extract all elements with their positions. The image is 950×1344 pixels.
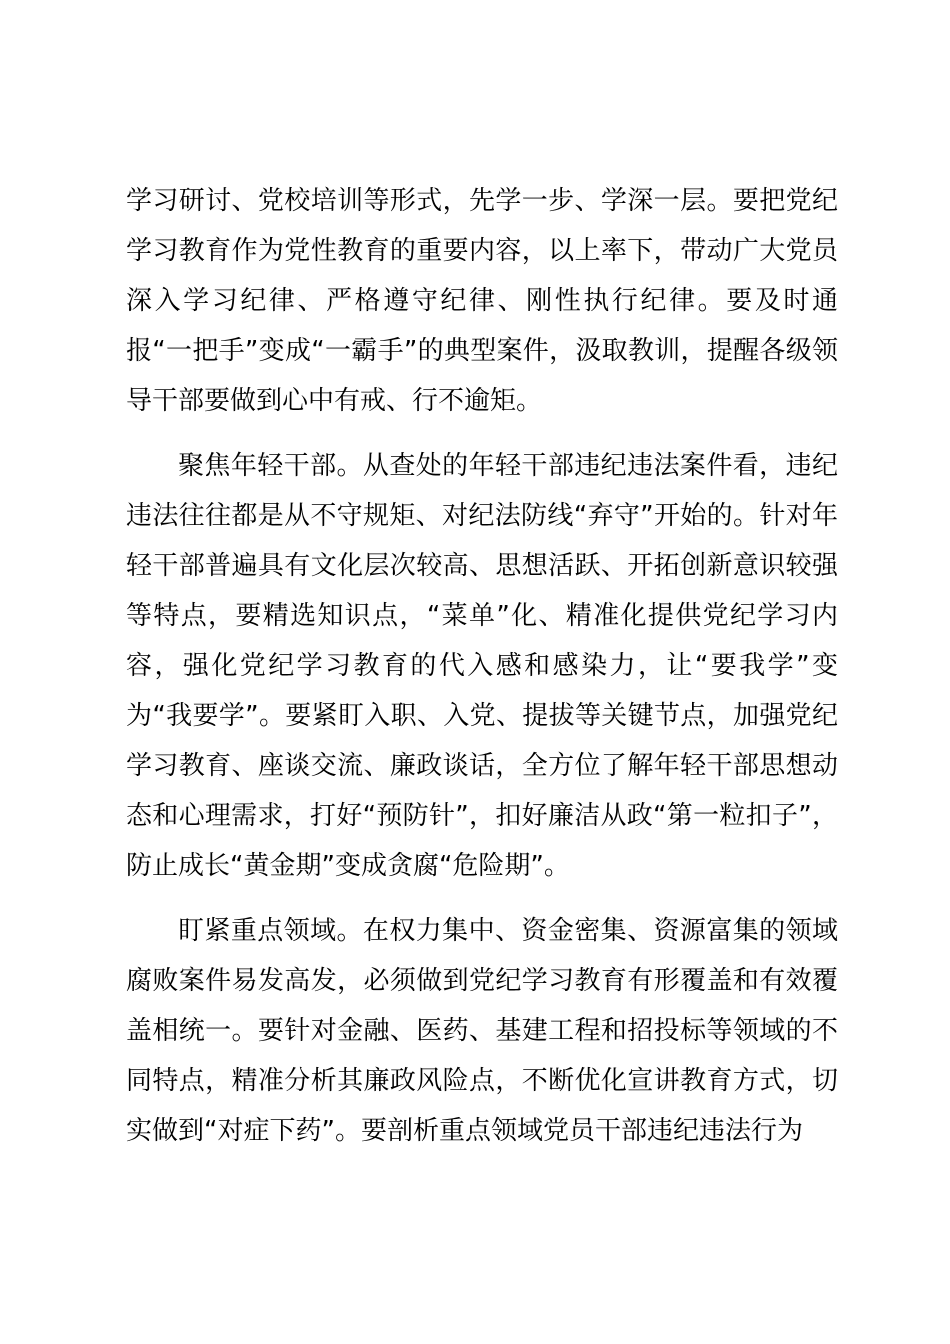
paragraph-gap — [126, 891, 838, 906]
paragraph-3: 盯紧重点领域。在权力集中、资金密集、资源富集的领域腐败案件易发高发，必须做到党纪学习教育有形覆盖和有效覆盖相统一。要针对金融、医药、基建工程和招投标等领域的不同特点，精准分析其廉政风险点，不断优化宣讲教育方式，切实做到“对症下药”。要剖析重点领域党员干部违纪违法行为 — [126, 916, 838, 1146]
paragraph-2: 聚焦年轻干部。从查处的年轻干部违纪违法案件看，违纪违法往往都是从不守规矩、对纪法防线“弃守”开始的。针对年轻干部普遍具有文化层次较高、思想活跃、开拓创新意识较强等特点，要精选知识点，“菜单”化、精准化提供党纪学习内容，强化党纪学习教育的代入感和感染力，让“要我学”变为“我要学”。要紧盯入职、入党、提拔等关键节点，加强党纪学习教育、座谈交流、廉政谈话，全方位了解年轻干部思想动态和心理需求，打好“预防针”，扣好廉洁从政“第一粒扣子”，防止成长“黄金期”变成贪腐“危险期”。 — [126, 451, 838, 881]
paragraph-gap — [126, 426, 838, 441]
document-body — [126, 176, 838, 1156]
paragraph-1: 学习研讨、党校培训等形式，先学一步、学深一层。要把党纪学习教育作为党性教育的重要内容，以上率下，带动广大党员深入学习纪律、严格遵守纪律、刚性执行纪律。要及时通报“一把手”变成“一霸手”的典型案件，汲取教训，提醒各级领导干部要做到心中有戒、行不逾矩。 — [126, 186, 838, 416]
